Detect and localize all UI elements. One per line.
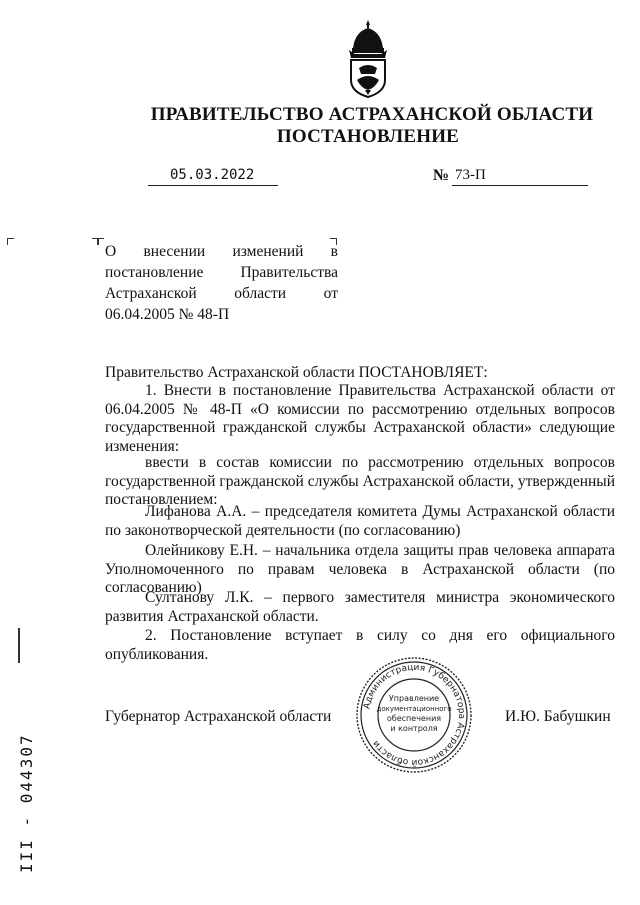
- number-underline: [452, 185, 588, 186]
- signatory-name: И.Ю. Бабушкин: [505, 708, 611, 725]
- stamp-line-3: обеспечения: [386, 714, 442, 723]
- doc-number: 73-П: [455, 167, 486, 183]
- date-underline: [148, 185, 278, 186]
- paragraph-1: 1. Внести в постановление Правительства Астраханской области от 06.04.2005 № 48-П «О комиссии по рассмотрению отдельных вопросов государственной гражданской службы Астраханской области» следующие изменения:: [105, 382, 615, 455]
- corner-mark: [97, 238, 104, 245]
- number-label: №: [433, 167, 450, 184]
- stamp-line-2: документационного: [376, 705, 452, 713]
- member-3: Султанову Л.К. – первого заместителя министра экономического развития Астраханской области.: [105, 589, 615, 625]
- intro-paragraph: Правительство Астраханской области ПОСТАНОВЛЯЕТ:: [105, 364, 488, 381]
- side-serial: [10, 705, 40, 875]
- coat-of-arms-icon: [345, 18, 391, 98]
- doc-date: 05.03.2022: [170, 167, 255, 183]
- stamp-line-1: Управление: [388, 694, 440, 703]
- stamp-ring-text: Администрация Губернатора Астраханской области: [362, 662, 467, 768]
- org-title: ПРАВИТЕЛЬСТВО АСТРАХАНСКОЙ ОБЛАСТИ: [150, 104, 594, 125]
- margin-mark: [18, 628, 20, 663]
- doc-type: ПОСТАНОВЛЕНИЕ: [276, 126, 460, 147]
- member-2: Олейникову Е.Н. – начальника отдела защиты прав человека аппарата Уполномоченного по правам человека в Астраханской области (по согласованию): [105, 542, 615, 596]
- corner-mark: [7, 238, 14, 245]
- stamp-line-4: и контроля: [390, 724, 438, 733]
- paragraph-1a: ввести в состав комиссии по рассмотрению отдельных вопросов государственной гражданской службы Астраханской области, утвержденный постановлением:: [105, 454, 615, 508]
- signatory-position: Губернатор Астраханской области: [105, 708, 332, 725]
- official-stamp: [354, 655, 474, 775]
- member-1: Лифанова А.А. – председателя комитета Думы Астраханской области по законотворческой деятельности (по согласованию): [105, 503, 615, 539]
- side-serial-text: ІІІ - 044307: [17, 733, 36, 873]
- doc-subject: О внесении изменений в постановление Правительства Астраханской области от 06.04.2005 № 48-П: [105, 243, 338, 323]
- paragraph-2: 2. Постановление вступает в силу со дня его официального опубликования.: [105, 627, 615, 663]
